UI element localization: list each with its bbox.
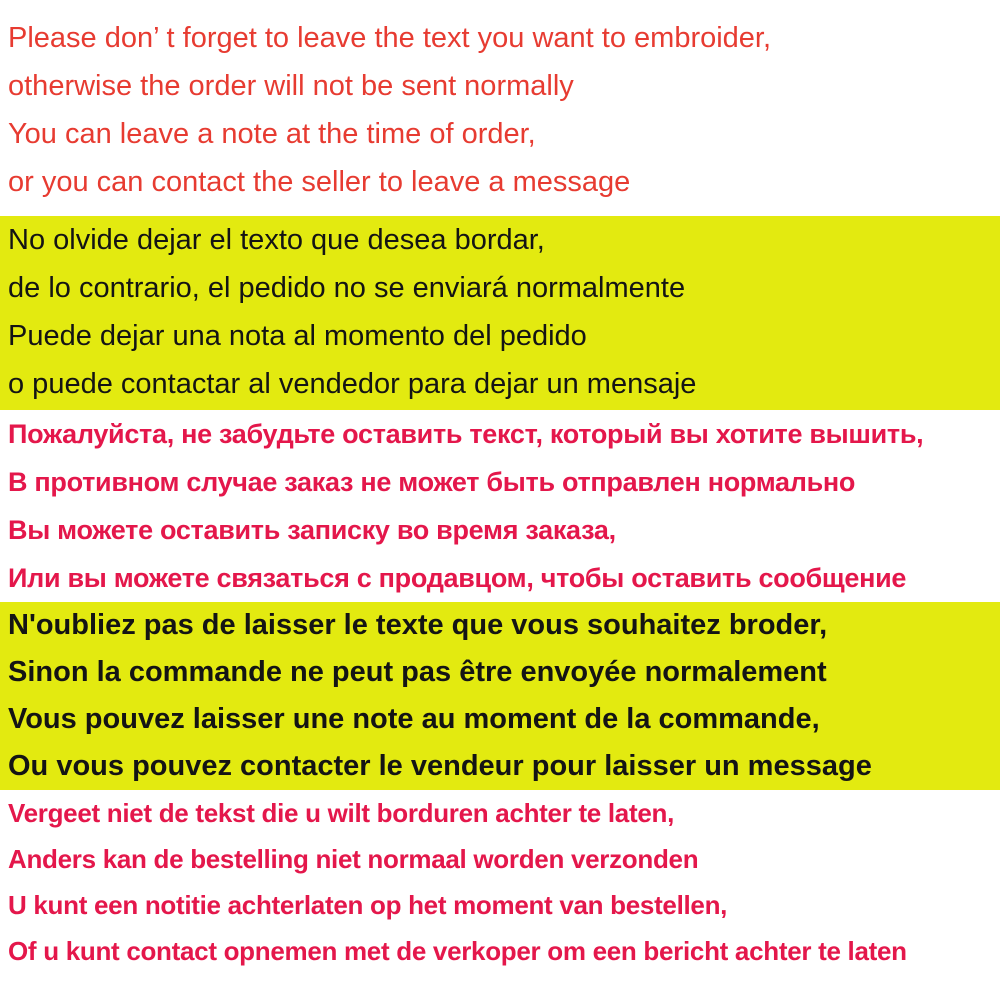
notice-line: Пожалуйста, не забудьте оставить текст, который вы хотите вышить, [8,418,924,449]
notice-section-english [0,0,1000,216]
notice-line: Ou vous pouvez contacter le vendeur pour laisser un message [8,750,872,782]
notice-line: Или вы можете связаться с продавцом, чтобы оставить сообщение [8,562,907,593]
notice-line: Вы можете оставить записку во время заказа, [8,514,616,545]
notice-line: de lo contrario, el pedido no se enviará normalmente [8,271,686,304]
notice-line: You can leave a note at the time of order, [8,117,536,150]
notice-line: N'oubliez pas de laisser le texte que vous souhaitez broder, [8,609,828,641]
notice-line: Please don’ t forget to leave the text you want to embroider, [8,21,772,54]
notice-line: Vous pouvez laisser une note au moment de la commande, [8,703,820,735]
notice-section-spanish [0,216,1000,410]
notice-line: Puede dejar una nota al momento del pedido [8,319,587,352]
notice-line: Anders kan de bestelling niet normaal worden verzonden [8,843,699,874]
notice-section-russian [0,410,1000,602]
notice-line: Vergeet niet de tekst die u wilt borduren achter te laten, [8,797,674,828]
notice-line: o puede contactar al vendedor para dejar un mensaje [8,367,697,400]
notice-line: otherwise the order will not be sent normally [8,69,574,102]
notice-line: Sinon la commande ne peut pas être envoyée normalement [8,656,827,688]
notice-line: or you can contact the seller to leave a message [8,165,631,198]
notice-section-dutch [0,790,1000,1000]
notice-section-french [0,602,1000,790]
notice-line: U kunt een notitie achterlaten op het moment van bestellen, [8,889,728,920]
notice-line: Of u kunt contact opnemen met de verkoper om een bericht achter te laten [8,935,907,966]
notice-line: В противном случае заказ не может быть отправлен нормально [8,466,856,497]
notice-line: No olvide dejar el texto que desea bordar, [8,223,545,256]
